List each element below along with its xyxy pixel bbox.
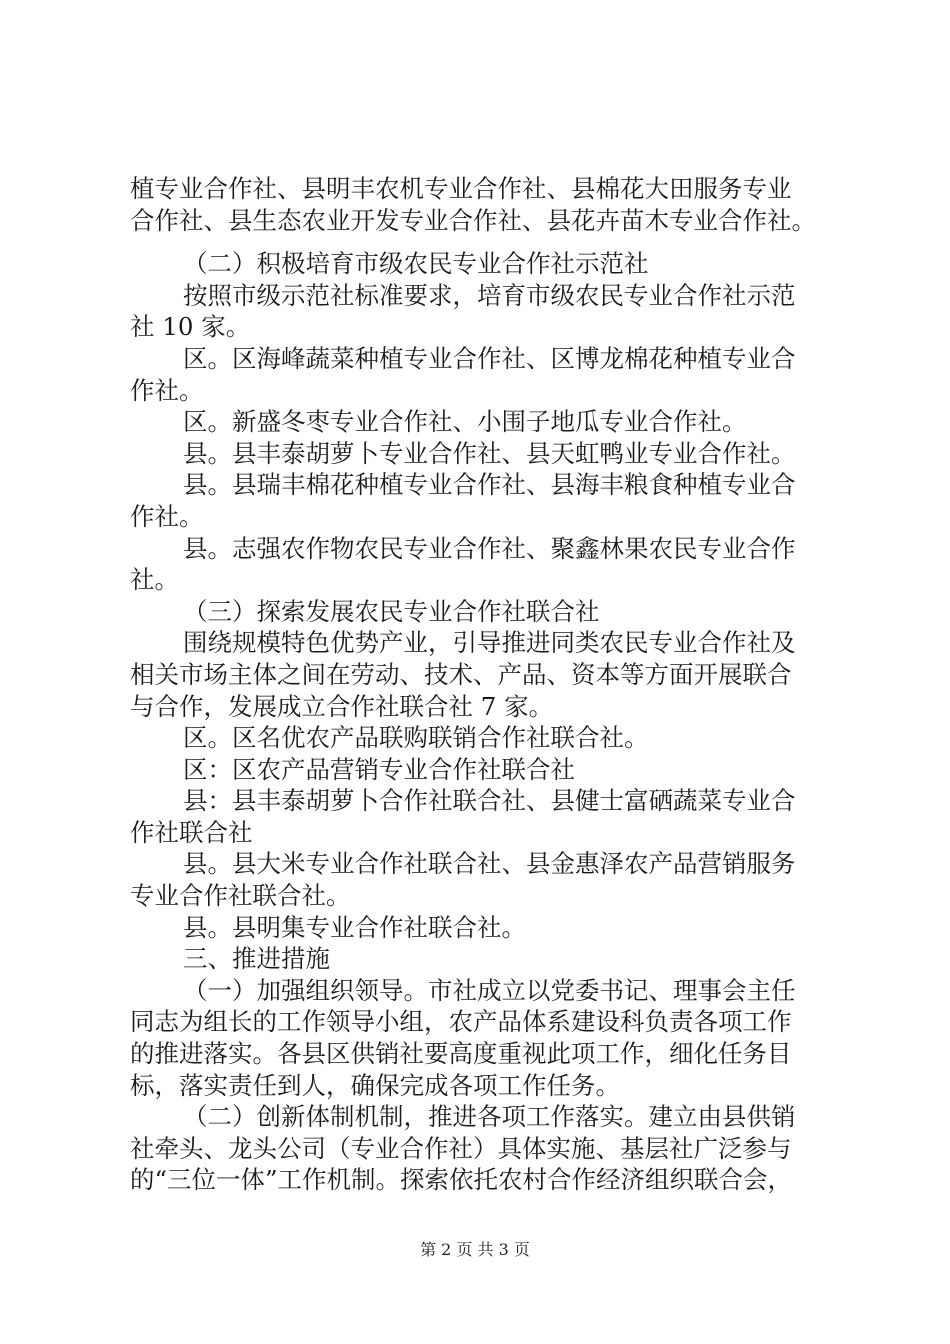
body-line: 区：区农产品营销专业合作社联合社 [183,754,575,784]
body-line: 与合作，发展成立合作社联合社 7 家。 [130,691,554,721]
body-line: 作社。 [130,501,204,531]
body-line: 县。县丰泰胡萝卜专业合作社、县天虹鸭业专业合作社。 [183,438,796,468]
section-heading: （二）积极培育市级农民专业合作社示范社 [183,249,649,279]
body-line: 的“三位一体”工作机制。探索依托农村合作经济组织联合会， [130,1165,793,1195]
body-line: 作社。 [130,375,204,405]
body-line: 专业合作社联合社。 [130,881,351,911]
body-line: 区。区海峰蔬菜种植专业合作社、区博龙棉花种植专业合 [183,343,796,373]
body-line: 同志为组长的工作领导小组，农产品体系建设科负责各项工作 [130,1007,792,1037]
body-line: 的推进落实。各县区供销社要高度重视此项工作，细化任务目 [130,1039,792,1069]
body-line: 植专业合作社、县明丰农机专业合作社、县棉花大田服务专业 [130,174,792,203]
body-line: 标，落实责任到人，确保完成各项工作任务。 [130,1070,620,1100]
body-line: 县。县明集专业合作社联合社。 [183,912,526,942]
body-line: 区。区名优农产品联购联销合作社联合社。 [183,723,649,753]
body-line: 县。县大米专业合作社联合社、县金惠泽农产品营销服务 [183,849,796,879]
body-line: 按照市级示范社标准要求，培育市级农民专业合作社示范 [183,280,796,310]
section-heading: 三、推进措施 [183,944,330,974]
body-line: 社 10 家。 [130,312,251,342]
paragraph-gap [130,236,834,248]
body-line: 县。志强农作物农民专业合作社、聚鑫林果农民专业合作 [183,533,796,563]
body-line: 社牵头、龙头公司（专业合作社）具体实施、基层社广泛参与 [130,1133,792,1163]
document-body [130,173,834,1196]
body-line: 合作社、县生态农业开发专业合作社、县花卉苗木专业合作社。 [130,205,816,235]
page-footer: 第 2 页 共 3 页 [420,1240,530,1259]
body-line: 县：县丰泰胡萝卜合作社联合社、县健士富硒蔬菜专业合 [183,786,796,816]
body-line: 作社联合社 [130,817,253,847]
section-heading: （三）探索发展农民专业合作社联合社 [183,596,600,626]
body-line: （一）加强组织领导。市社成立以党委书记、理事会主任 [183,975,796,1005]
body-line: 区。新盛冬枣专业合作社、小围子地瓜专业合作社。 [183,407,747,437]
body-line: 社。 [130,565,179,595]
body-line: 县。县瑞丰棉花种植专业合作社、县海丰粮食种植专业合 [183,470,796,500]
body-line: 相关市场主体之间在劳动、技术、产品、资本等方面开展联合 [130,659,792,689]
body-line: （二）创新体制机制，推进各项工作落实。建立由县供销 [183,1102,796,1132]
body-line: 围绕规模特色优势产业，引导推进同类农民专业合作社及 [183,628,796,658]
